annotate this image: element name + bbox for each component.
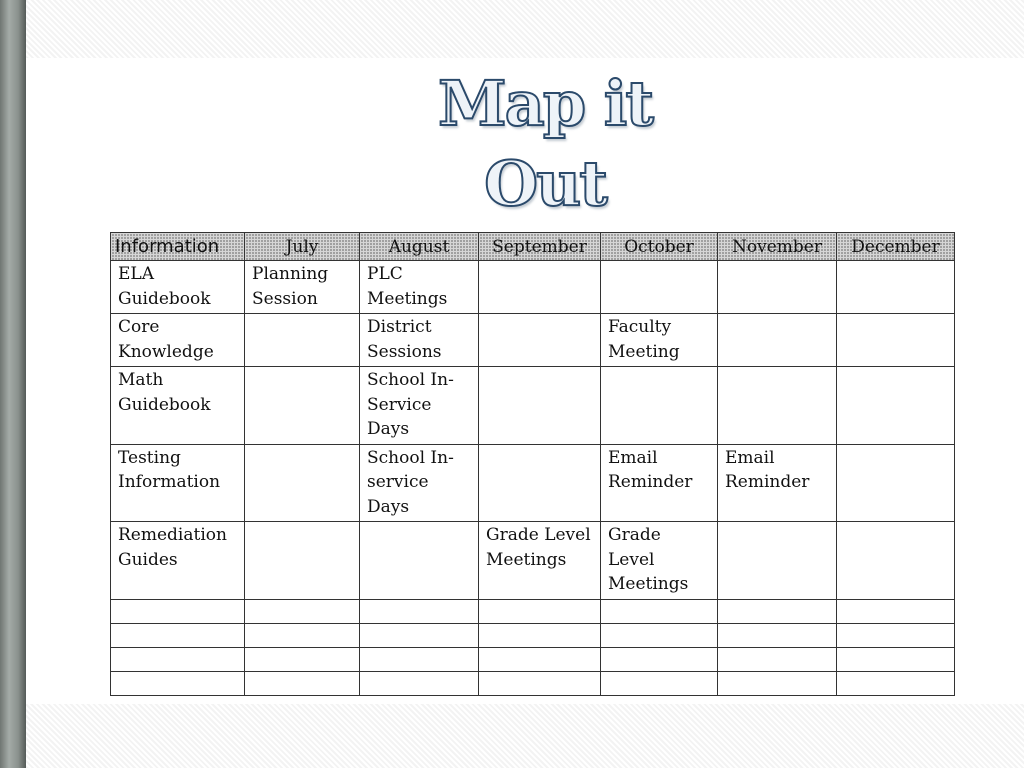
- table-cell: [837, 522, 955, 600]
- table-cell: [245, 444, 360, 522]
- table-cell: [601, 623, 718, 647]
- header-december: December: [837, 233, 955, 261]
- table-cell: [837, 647, 955, 671]
- table-cell: [718, 647, 837, 671]
- table-row: [111, 261, 955, 314]
- table-cell: [718, 522, 837, 600]
- bottom-pattern-band: [26, 704, 1024, 768]
- header-row: [111, 233, 955, 261]
- header-information: Information: [111, 233, 245, 261]
- table-body: [111, 261, 955, 696]
- table-cell: [245, 647, 360, 671]
- table-cell: [479, 671, 601, 695]
- table-cell: [837, 599, 955, 623]
- table-cell: Math Guidebook: [111, 367, 245, 445]
- table-cell: [245, 623, 360, 647]
- table-row: [111, 599, 955, 623]
- table-cell: [360, 671, 479, 695]
- table-cell: [111, 623, 245, 647]
- table-cell: [718, 314, 837, 367]
- table-cell: [479, 314, 601, 367]
- table-cell: [718, 367, 837, 445]
- table-cell: [360, 623, 479, 647]
- table-cell: District Sessions: [360, 314, 479, 367]
- table-cell: Grade Level Meetings: [479, 522, 601, 600]
- table-cell: [479, 647, 601, 671]
- table-cell: [360, 599, 479, 623]
- table-cell: [245, 599, 360, 623]
- table-cell: [601, 261, 718, 314]
- table-cell: [479, 444, 601, 522]
- table-cell: ELA Guidebook: [111, 261, 245, 314]
- table-cell: Grade Level Meetings: [601, 522, 718, 600]
- table-cell: [245, 367, 360, 445]
- table-cell: Faculty Meeting: [601, 314, 718, 367]
- table-cell: School In- service Days: [360, 444, 479, 522]
- table-cell: [601, 599, 718, 623]
- header-october: October: [601, 233, 718, 261]
- table-row: [111, 623, 955, 647]
- table-cell: [245, 671, 360, 695]
- table-cell: [360, 522, 479, 600]
- table-cell: School In- Service Days: [360, 367, 479, 445]
- header-august: August: [360, 233, 479, 261]
- table-cell: [479, 599, 601, 623]
- table-cell: [718, 599, 837, 623]
- top-pattern-band: [26, 0, 1024, 58]
- table-cell: Email Reminder: [601, 444, 718, 522]
- table-cell: Email Reminder: [718, 444, 837, 522]
- table-cell: [111, 599, 245, 623]
- table-cell: [111, 647, 245, 671]
- table-cell: [111, 671, 245, 695]
- table-row: [111, 367, 955, 445]
- table-cell: PLC Meetings: [360, 261, 479, 314]
- left-accent-bar: [0, 0, 26, 768]
- header-september: September: [479, 233, 601, 261]
- table-cell: [479, 261, 601, 314]
- table-row: [111, 647, 955, 671]
- table-cell: [360, 647, 479, 671]
- table-cell: [601, 671, 718, 695]
- table-cell: [479, 623, 601, 647]
- map-table: [110, 232, 955, 696]
- table-cell: [837, 444, 955, 522]
- table-cell: [718, 261, 837, 314]
- table-cell: [718, 623, 837, 647]
- header-november: November: [718, 233, 837, 261]
- slide-title: Map it Out: [438, 67, 652, 220]
- table-cell: [601, 367, 718, 445]
- table-cell: Core Knowledge: [111, 314, 245, 367]
- table-cell: [837, 367, 955, 445]
- table-row: [111, 444, 955, 522]
- header-july: July: [245, 233, 360, 261]
- table-cell: [837, 671, 955, 695]
- table-cell: [837, 261, 955, 314]
- table-cell: [479, 367, 601, 445]
- table-row: [111, 522, 955, 600]
- table-cell: [718, 671, 837, 695]
- table-cell: [837, 623, 955, 647]
- table-cell: [837, 314, 955, 367]
- table-cell: [601, 647, 718, 671]
- table-cell: [245, 522, 360, 600]
- table-cell: Testing Information: [111, 444, 245, 522]
- table-row: [111, 671, 955, 695]
- table-cell: Remediation Guides: [111, 522, 245, 600]
- table-cell: [245, 314, 360, 367]
- table-row: [111, 314, 955, 367]
- table-cell: Planning Session: [245, 261, 360, 314]
